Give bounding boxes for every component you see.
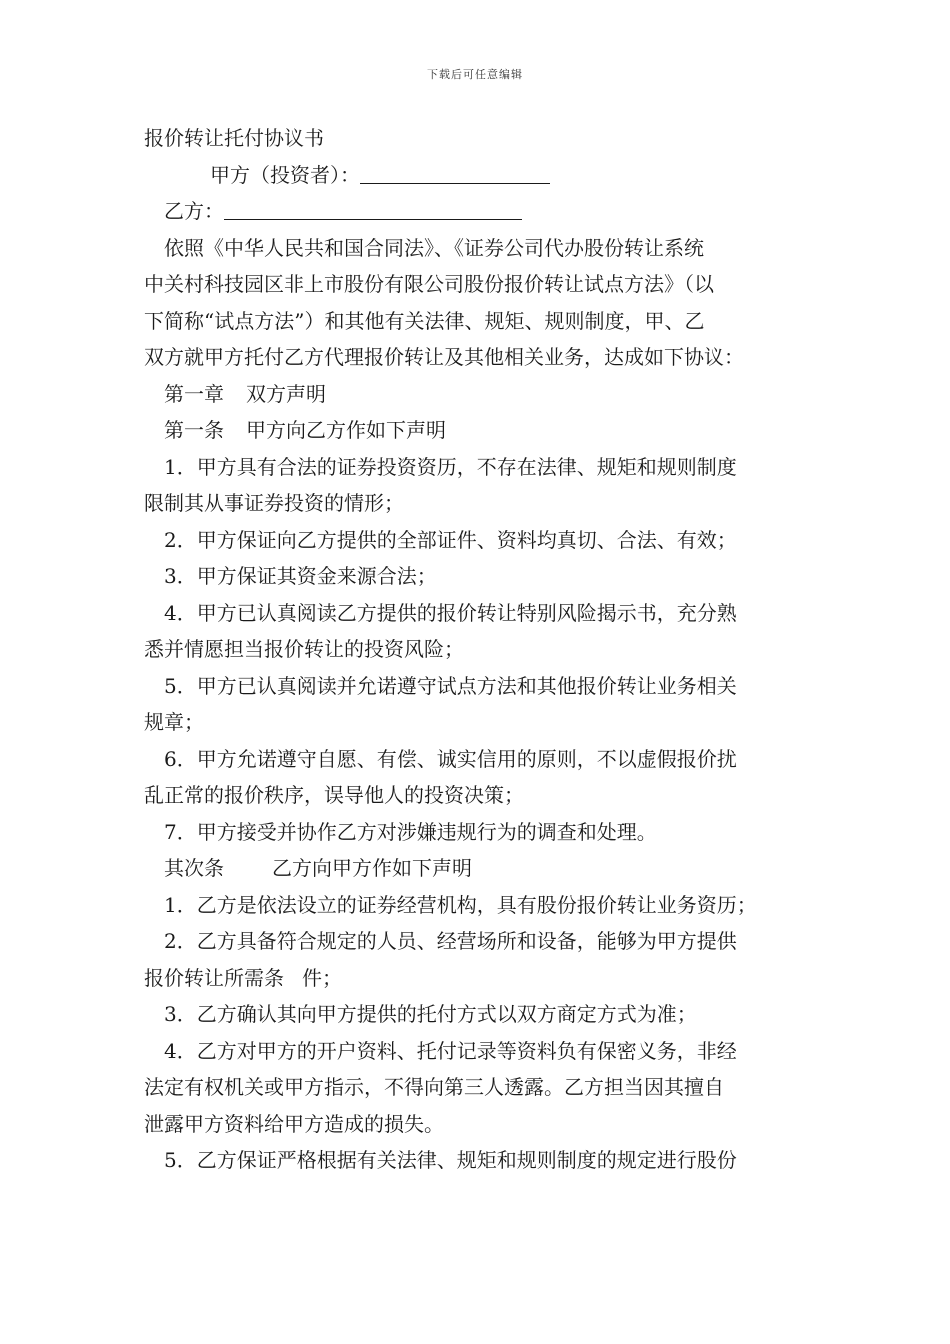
clause-line: 1．乙方是依法设立的证券经营机构，具有股份报价转让业务资历； <box>164 892 757 917</box>
header-note: 下载后可任意编辑 <box>427 68 523 81</box>
clause-line: 1．甲方具有合法的证券投资资历，不存在法律、规矩和规则制度 <box>164 454 737 479</box>
clause-line: 泄露甲方资料给甲方造成的损失。 <box>144 1111 444 1136</box>
chapter-heading <box>144 376 814 413</box>
party-a-blank[interactable] <box>360 161 550 184</box>
clause-line: 乱正常的报价秩序，误导他人的投资决策； <box>144 783 524 807</box>
article-heading <box>144 412 814 449</box>
clause-line: 7．甲方接受并协作乙方对涉嫌违规行为的调查和处理。 <box>164 819 657 844</box>
article-title: 乙方向甲方作如下声明 <box>272 856 472 880</box>
clause-line <box>144 960 814 997</box>
clause-line: 规章； <box>144 710 204 734</box>
party-a-label: 甲方（投资者）： <box>210 162 360 187</box>
preamble-line: 依照《中华人民共和国合同法》、《证券公司代办股份转让系统 <box>164 235 704 260</box>
article-number: 第一条 <box>164 418 224 442</box>
party-b-blank[interactable] <box>224 197 522 220</box>
party-a-line <box>144 157 814 194</box>
document-body <box>144 120 814 1179</box>
clause-line: 6．甲方允诺遵守自愿、有偿、诚实信用的原则，不以虚假报价扰 <box>164 746 737 771</box>
party-b-line <box>144 193 814 230</box>
clause-line: 4．甲方已认真阅读乙方提供的报价转让特别风险揭示书，充分熟 <box>164 600 737 625</box>
preamble-line: 中关村科技园区非上市股份有限公司股份报价转让试点方法》（以 <box>144 272 714 296</box>
clause-line: 3．乙方确认其向甲方提供的托付方式以双方商定方式为准； <box>164 1002 697 1026</box>
preamble-line: 下简称“试点方法”）和其他有关法律、规矩、规则制度，甲、乙 <box>144 308 705 333</box>
clause-line: 法定有权机关或甲方指示，不得向第三人透露。乙方担当因其擅自 <box>144 1075 724 1099</box>
clause-text: 件； <box>302 965 342 990</box>
clause-line: 5．甲方已认真阅读并允诺遵守试点方法和其他报价转让业务相关 <box>164 673 737 698</box>
chapter-number: 第一章 <box>164 381 224 406</box>
article-title: 甲方向乙方作如下声明 <box>246 418 446 442</box>
clause-text: 报价转让所需条 <box>144 965 284 990</box>
article-number: 其次条 <box>164 856 224 880</box>
clause-line: 3．甲方保证其资金来源合法； <box>164 564 437 588</box>
chapter-title: 双方声明 <box>246 381 326 406</box>
clause-line: 悉并情愿担当报价转让的投资风险； <box>144 637 464 661</box>
party-b-label: 乙方： <box>164 199 224 223</box>
article-heading <box>144 850 814 887</box>
clause-line: 4．乙方对甲方的开户资料、托付记录等资料负有保密义务，非经 <box>164 1038 737 1063</box>
document-title: 报价转让托付协议书 <box>144 126 324 150</box>
clause-line: 2．甲方保证向乙方提供的全部证件、资料均真切、合法、有效； <box>164 527 737 552</box>
clause-line: 2．乙方具备符合规定的人员、经营场所和设备，能够为甲方提供 <box>164 929 737 953</box>
clause-line: 5．乙方保证严格根据有关法律、规矩和规则制度的规定进行股份 <box>164 1148 737 1172</box>
clause-line: 限制其从事证券投资的情形； <box>144 491 404 515</box>
preamble-line: 双方就甲方托付乙方代理报价转让及其他相关业务，达成如下协议： <box>144 345 744 369</box>
